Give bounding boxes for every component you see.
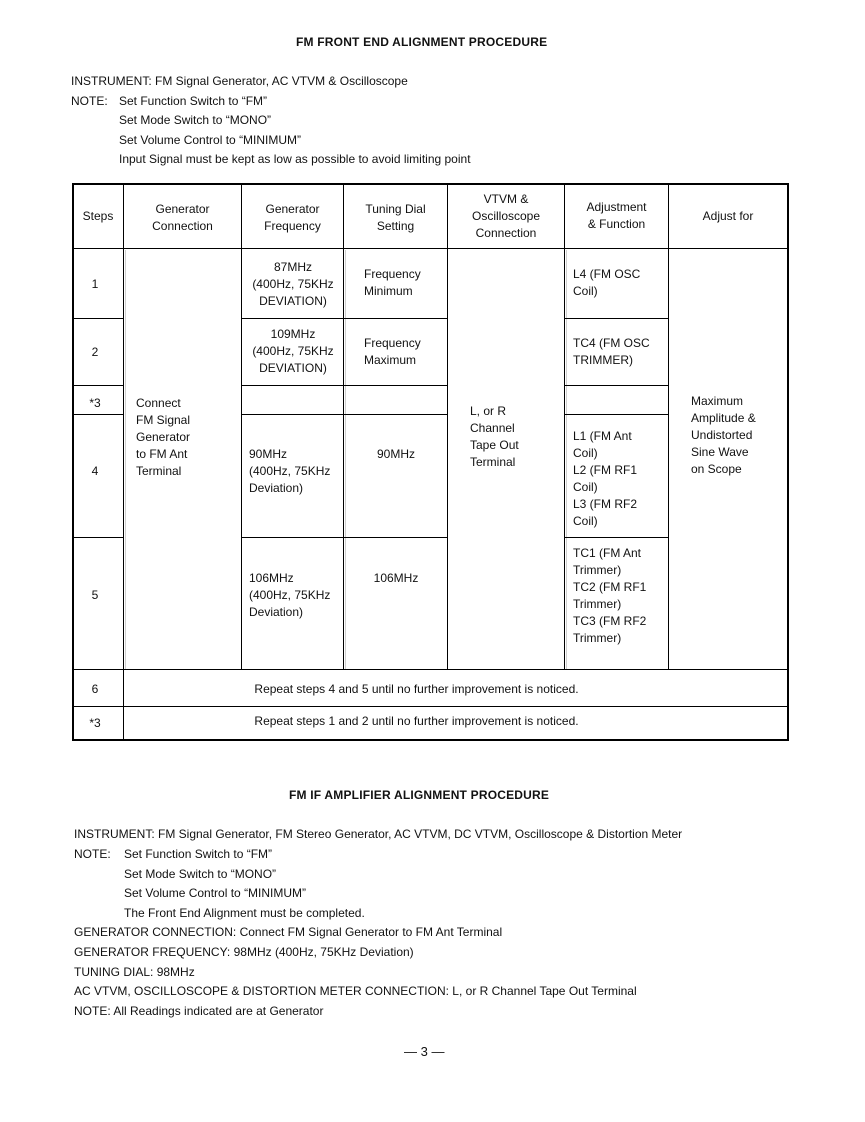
if-meter-connection: [74, 982, 637, 1002]
header-generator-connection: Generator Connection: [152, 202, 213, 233]
row-divider: [72, 414, 124, 415]
footer-row-3-text: Repeat steps 1 and 2 until no further improvement is noticed.: [254, 714, 579, 728]
row4-step: 4: [91, 464, 99, 478]
row-divider: [72, 318, 124, 319]
row-divider: [564, 414, 669, 415]
row-divider: [72, 385, 124, 386]
row2-step: 2: [91, 345, 99, 359]
row-divider: [564, 318, 669, 319]
footer-row-3-step: *3: [89, 716, 101, 730]
if-generator-frequency-value: 98MHz (400Hz, 75KHz Deviation): [233, 945, 414, 959]
row-divider: [241, 537, 448, 538]
if-title: FM IF AMPLIFIER ALIGNMENT PROCEDURE: [289, 788, 550, 802]
fe-note-4: Input Signal must be kept as low as possible to avoid limiting point: [119, 152, 471, 166]
cell-edge: [566, 250, 567, 670]
row-divider: [72, 537, 124, 538]
footer-row-6-step: 6: [91, 682, 99, 696]
header-steps: Steps: [82, 209, 114, 223]
if-note-label: NOTE:: [74, 847, 111, 861]
row1-frequency: 87MHz (400Hz, 75KHz DEVIATION): [252, 260, 334, 308]
fe-note-3: Set Volume Control to “MINIMUM”: [119, 132, 302, 147]
header-vtvm: VTVM & Oscilloscope Connection: [471, 192, 541, 240]
merged-generator-connection: Connect FM Signal Generator to FM Ant Terminal: [136, 396, 191, 478]
cell-edge: [125, 250, 126, 670]
row2-adjustment: TC4 (FM OSC TRIMMER): [573, 336, 650, 367]
row-divider: [241, 414, 448, 415]
row1-adjustment: L4 (FM OSC Coil): [573, 267, 641, 298]
if-tuning-dial-value: 98MHz: [156, 964, 195, 979]
row1-tuning: Frequency Minimum: [364, 267, 421, 298]
header-generator-frequency: Generator Frequency: [264, 202, 321, 233]
if-note-readings-value: All Readings indicated are at Generator: [113, 1004, 324, 1018]
if-meter-connection-value: L, or R Channel Tape Out Terminal: [452, 984, 637, 998]
if-tuning-dial-label: TUNING DIAL:: [74, 964, 154, 979]
row-divider: [72, 669, 789, 670]
row4-frequency: 90MHz (400Hz, 75KHz Deviation): [249, 447, 331, 495]
row-divider: [72, 706, 789, 707]
if-meter-connection-label: AC VTVM, OSCILLOSCOPE & DISTORTION METER CONNECTION:: [74, 984, 449, 998]
if-note-readings-label: NOTE:: [74, 1004, 111, 1018]
col-divider: [447, 183, 448, 670]
footer-row-6-text: Repeat steps 4 and 5 until no further improvement is noticed.: [254, 682, 579, 696]
row2-frequency: 109MHz (400Hz, 75KHz DEVIATION): [252, 327, 334, 375]
merged-vtvm-connection: L, or R Channel Tape Out Terminal: [470, 404, 519, 469]
row2-tuning: Frequency Maximum: [364, 336, 421, 367]
table-border-bottom: [72, 739, 789, 741]
row-divider: [241, 385, 448, 386]
table-border-top: [72, 183, 789, 185]
col-divider: [241, 183, 242, 670]
if-generator-connection-value: Connect FM Signal Generator to FM Ant Terminal: [239, 925, 503, 939]
if-note-readings: [74, 1002, 323, 1022]
fe-note-label: NOTE:: [71, 93, 108, 108]
table-border-right: [787, 183, 789, 741]
fe-instrument: INSTRUMENT: FM Signal Generator, AC VTVM & Oscilloscope: [71, 74, 408, 88]
row-divider: [241, 318, 448, 319]
table-border-left: [72, 183, 74, 741]
row4-adjustment: L1 (FM Ant Coil) L2 (FM RF1 Coil) L3 (FM RF2 Coil): [573, 429, 638, 528]
row-divider: [564, 537, 669, 538]
row5-frequency: 106MHz (400Hz, 75KHz Deviation): [249, 571, 331, 619]
row3-step: *3: [89, 396, 101, 410]
header-tuning-dial: Tuning Dial Setting: [365, 202, 426, 233]
fe-note-1: Set Function Switch to “FM”: [119, 93, 268, 108]
merged-adjust-for: Maximum Amplitude & Undistorted Sine Wave on Scope: [691, 394, 756, 476]
row5-adjustment: TC1 (FM Ant Trimmer) TC2 (FM RF1 Trimmer) TC3 (FM RF2 Trimmer): [573, 546, 647, 645]
row-divider: [564, 385, 669, 386]
if-generator-connection: [74, 923, 502, 943]
row4-tuning: 90MHz: [376, 447, 415, 461]
page-number: — 3 —: [404, 1044, 445, 1059]
if-note-2: Set Mode Switch to “MONO”: [124, 866, 277, 881]
if-generator-frequency: [74, 943, 414, 963]
if-note-3: Set Volume Control to “MINIMUM”: [124, 886, 307, 900]
header-adjustment: Adjustment & Function: [586, 200, 647, 231]
if-generator-frequency-label: GENERATOR FREQUENCY:: [74, 945, 231, 959]
header-adjust-for: Adjust for: [702, 209, 754, 223]
fe-title: FM FRONT END ALIGNMENT PROCEDURE: [296, 35, 548, 49]
if-instrument: INSTRUMENT: FM Signal Generator, FM Stereo Generator, AC VTVM, DC VTVM, Oscilloscope & Distortion Meter: [74, 827, 683, 841]
row5-step: 5: [91, 588, 99, 602]
if-generator-connection-label: GENERATOR CONNECTION:: [74, 925, 237, 939]
if-note-4: The Front End Alignment must be completed.: [124, 906, 365, 920]
if-note-1: Set Function Switch to “FM”: [124, 847, 273, 861]
row1-step: 1: [91, 277, 99, 291]
col-divider: [668, 183, 669, 670]
row5-tuning: 106MHz: [373, 571, 419, 585]
header-rule: [72, 248, 789, 249]
if-tuning-dial: [74, 963, 195, 983]
fe-note-2: Set Mode Switch to “MONO”: [119, 113, 272, 127]
